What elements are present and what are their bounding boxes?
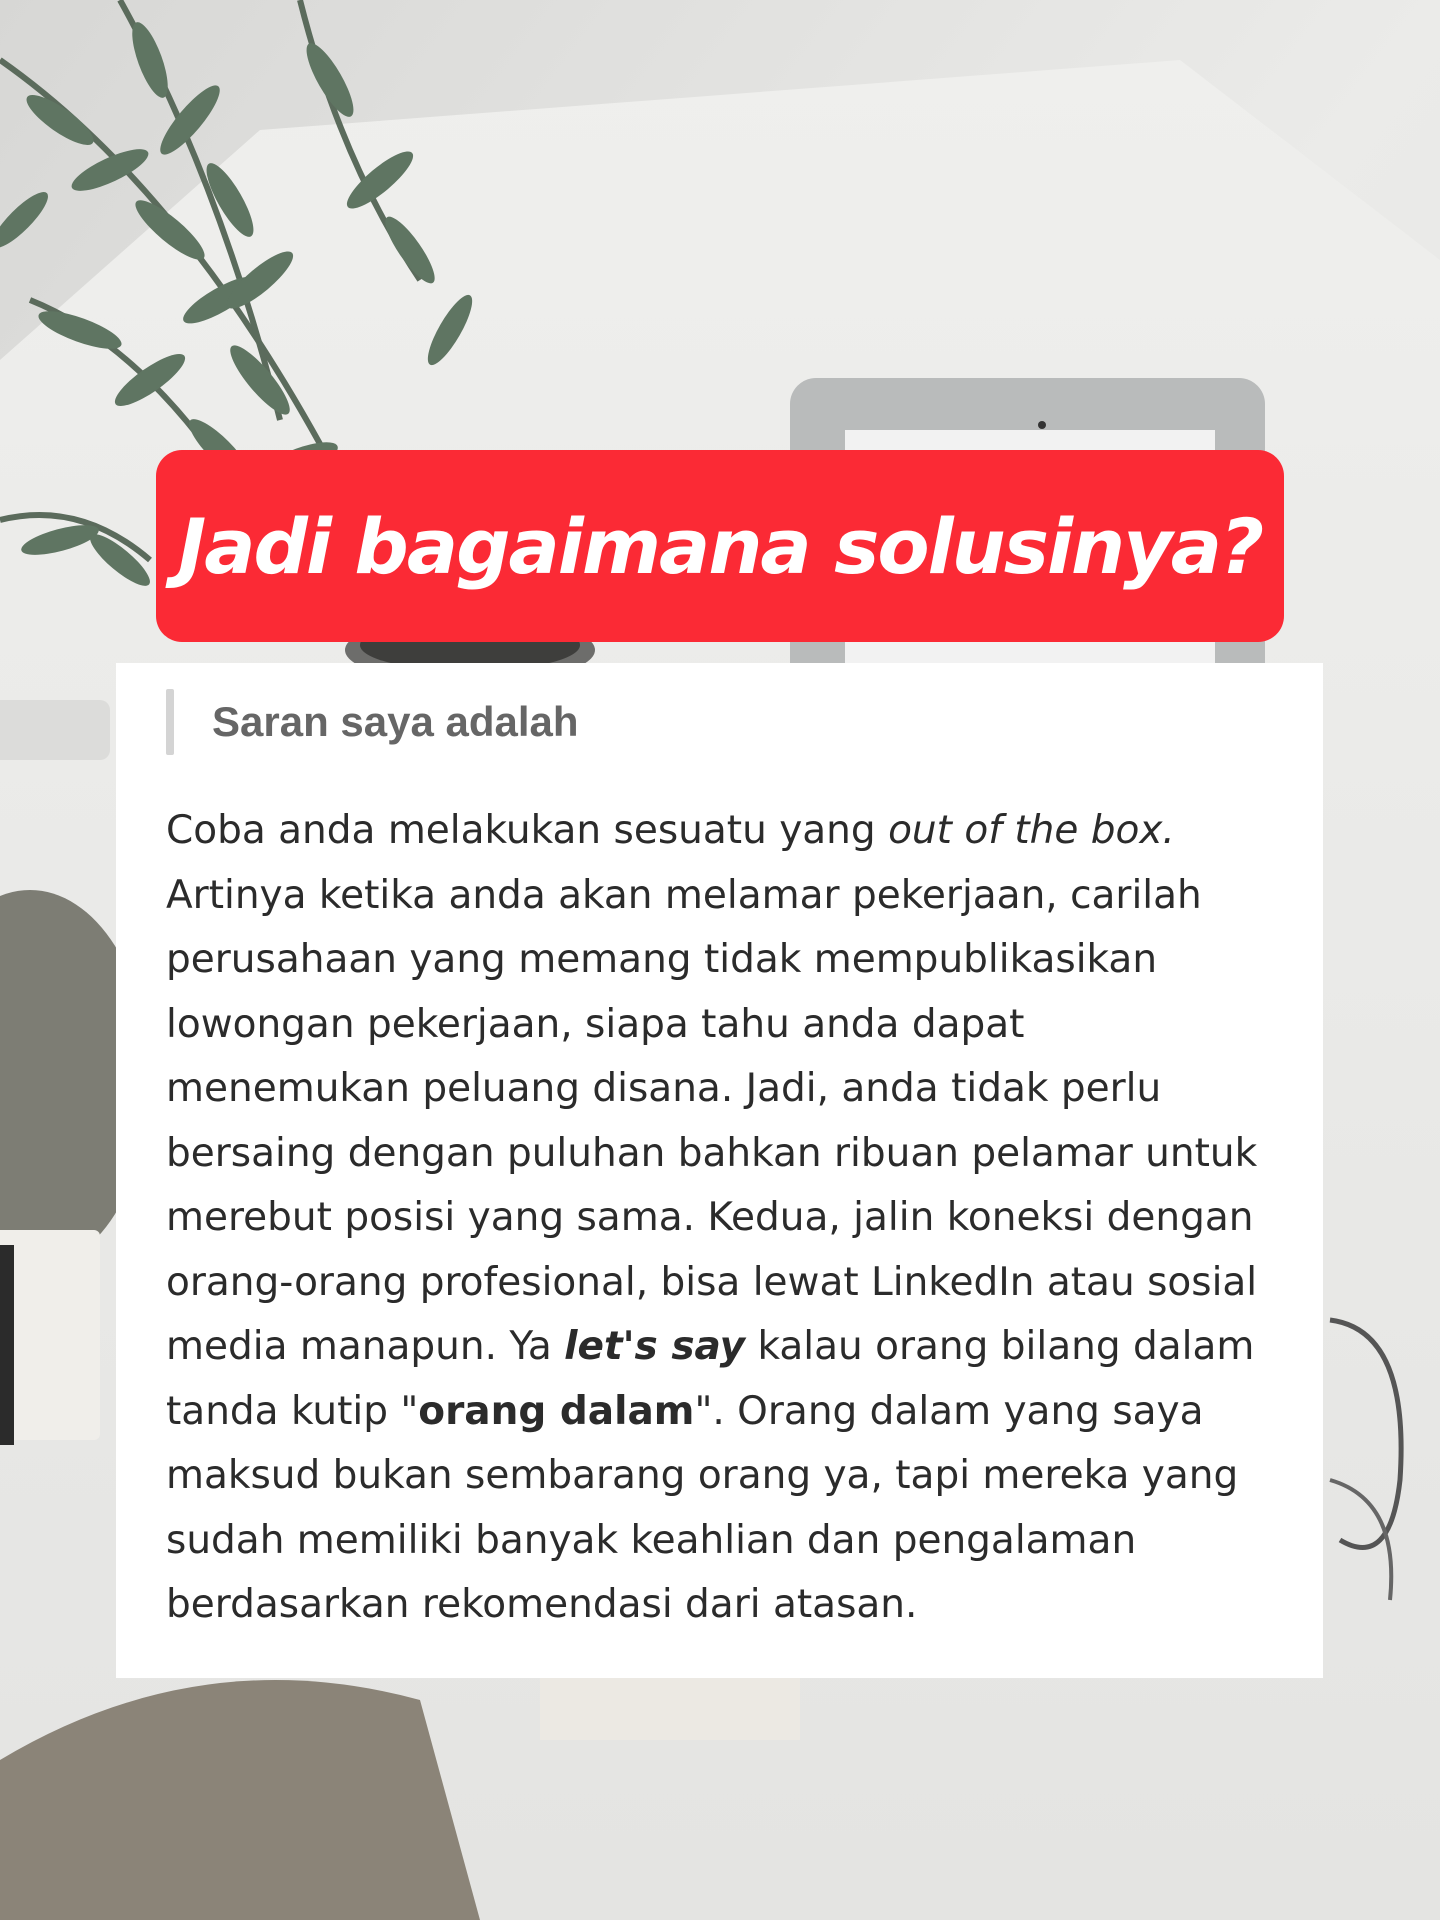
content-card — [116, 663, 1323, 1678]
paragraph-segment: kalau orang bilang dalam tanda kutip " — [166, 1324, 1255, 1434]
paragraph-segment: Coba anda melakukan sesuatu yang — [166, 808, 889, 853]
bold-phrase: orang dalam — [418, 1388, 695, 1434]
paragraph-segment: ". Orang dalam yang saya maksud bukan sembarang orang ya, tapi mereka yang sudah memiliki banyak keahlian dan pengalaman berdasarkan rekomendasi dari atasan. — [166, 1388, 1239, 1627]
blockquote — [166, 689, 1263, 755]
title-banner — [156, 450, 1284, 642]
body-paragraph — [166, 799, 1263, 1638]
bold-italic-phrase: let's say — [564, 1324, 746, 1369]
quote-bar — [166, 689, 174, 755]
quote-text: Saran saya adalah — [212, 698, 579, 745]
page-title: Jadi bagaimana solusinya? — [177, 501, 1263, 591]
paragraph-segment: Artinya ketika anda akan melamar pekerjaan, carilah perusahaan yang memang tidak mempublikasikan lowongan pekerjaan, siapa tahu anda dapat menemukan peluang disana. Jadi, anda tidak perlu bersaing dengan puluhan bahkan ribuan pelamar untuk merebut posisi yang sama. Kedua, jalin koneksi dengan orang-orang profesional, bisa lewat LinkedIn atau sosial media manapun. Ya — [166, 872, 1258, 1369]
italic-phrase: out of the box. — [888, 808, 1175, 853]
